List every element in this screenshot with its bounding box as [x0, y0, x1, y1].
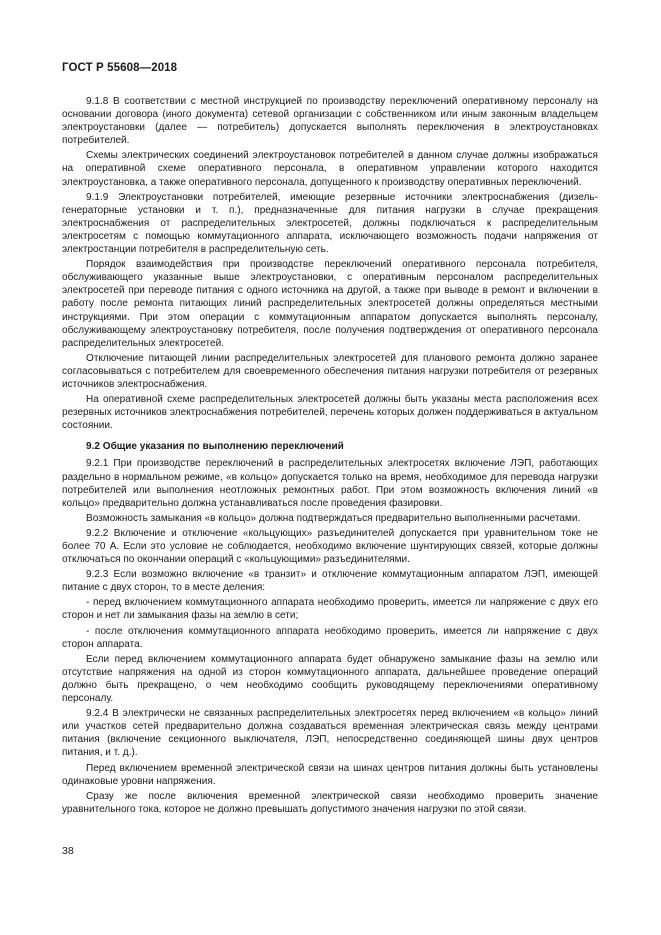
paragraph-9-2-2: 9.2.2 Включение и отключение «кольцующих» разъединителей допускается при уравнительном токе не более 70 А. Если это условие не соблюдается, необходимо включение шунтирующих связей, которые должны отключаться по окончании операций с «кольцующими» разъединителями.: [62, 527, 598, 566]
paragraph-voltage-levels: Перед включением временной электрической связи на шинах центров питания должны быть установлены одинаковые уровни напряжения.: [62, 762, 598, 787]
paragraph-9-1-9: 9.1.9 Электроустановки потребителей, имеющие резервные источники электроснабжения (дизель-генераторные установки и т. п.), предназначенные для питания нагрузки в случае прекращения электроснабжения от распределительных электросетей, должны подключаться к распределительным электросетям с помощью коммутационного аппарата, исключающего возможность подачи напряжения от электростанции потребителя в распределительную сеть.: [62, 191, 598, 256]
paragraph-ring-calculations: Возможность замыкания «в кольцо» должна подтверждаться предварительно выполненными расчетами.: [86, 512, 581, 524]
page-number: 38: [62, 845, 74, 857]
paragraph-equalizing-current: Сразу же после включения временной электрической связи необходимо проверить значение уравнительного тока, которое не должно превышать допустимого значения нагрузки по этой связи.: [62, 790, 598, 815]
paragraph-reserve-sources: На оперативной схеме распределительных электросетей должны быть указаны места расположения всех резервных источников электроснабжения потребителей, перечень которых должен поддерживаться в актуальном состоянии.: [62, 394, 598, 432]
document-body: [62, 95, 598, 818]
paragraph-line-disconnect: Отключение питающей линии распределительных электросетей для планового ремонта должно заранее согласовываться с потребителем для своевременного обеспечения питания нагрузки потребителя от резервных источников электроснабжения.: [62, 352, 598, 390]
list-item-before-switch-on: - перед включением коммутационного аппарата необходимо проверить, имеется ли напряжение с двух его сторон и нет ли замыкания фазы на землю в сети;: [62, 597, 598, 622]
paragraph-interaction-order: Порядок взаимодействия при производстве переключений оперативного персонала потребителя, обслуживающего указанные выше электроустановки, с оперативным персоналом распределительных электросетей при переводе питания с одного источника на другой, а также при выводе в ремонт и включении в работу после ремонта питающих линий распределительных электросетей должны определяться местными инструкциями. При этом операции с коммутационным аппаратом допускается выполнять персоналу, обслуживающему электроустановку потребителя, после получения подтверждения от оперативного персонала распределительных электросетей.: [62, 259, 598, 349]
paragraph-9-2-1: 9.2.1 При производстве переключений в распределительных электросетях включение ЛЭП, работающих раздельно в нормальном режиме, «в кольцо» допускается только на время, необходимое для перевода нагрузки потребителей или выполнения неотложных ремонтных работ. При этом возможность включения линий «в кольцо» предварительно должна устанавливаться после проведения фазировки.: [62, 458, 598, 509]
paragraph-9-2-4: 9.2.4 В электрически не связанных распределительных электросетях перед включением «в кольцо» линий или участков сетей предварительно должна создаваться временная электрическая связь между центрами питания (включение секционного выключателя, ЛЭП, непосредственно соединяющей шины двух центров питания, и т. д.).: [62, 708, 598, 759]
paragraph-9-1-8: 9.1.8 В соответствии с местной инструкцией по производству переключений оперативному персоналу на основании договора (иного документа) сетевой организации с собственником или иным законным владельцем электроустановки (далее — потребитель) допускается выполнять переключения в электроустановках потребителей.: [62, 96, 598, 147]
section-heading-9-2: 9.2 Общие указания по выполнению переключений: [86, 441, 344, 453]
list-item-after-switch-off: - после отключения коммутационного аппарата необходимо проверить, имеется ли напряжение с двух сторон аппарата.: [62, 625, 598, 650]
paragraph-9-2-3: 9.2.3 Если возможно включение «в транзит» и отключение коммутационным аппаратом ЛЭП, имеющей питание с двух сторон, то в месте деления:: [62, 569, 598, 594]
paragraph-schemes: Схемы электрических соединений электроустановок потребителей в данном случае должны изображаться на оперативной схеме оперативного персонала, в оперативном управлении которого находится электроустановка, а также оперативного персонала, допущенного к производству оперативных переключений.: [62, 150, 598, 188]
paragraph-fault-detected: Если перед включением коммутационного аппарата будет обнаружено замыкание фазы на землю или отсутствие напряжения на одной из сторон коммутационного аппарата, дальнейшее проведение операций должно быть прекращено, о чем необходимо сообщить руководящему переключениями оперативному персоналу.: [62, 653, 598, 705]
document-header: ГОСТ Р 55608—2018: [62, 62, 178, 74]
